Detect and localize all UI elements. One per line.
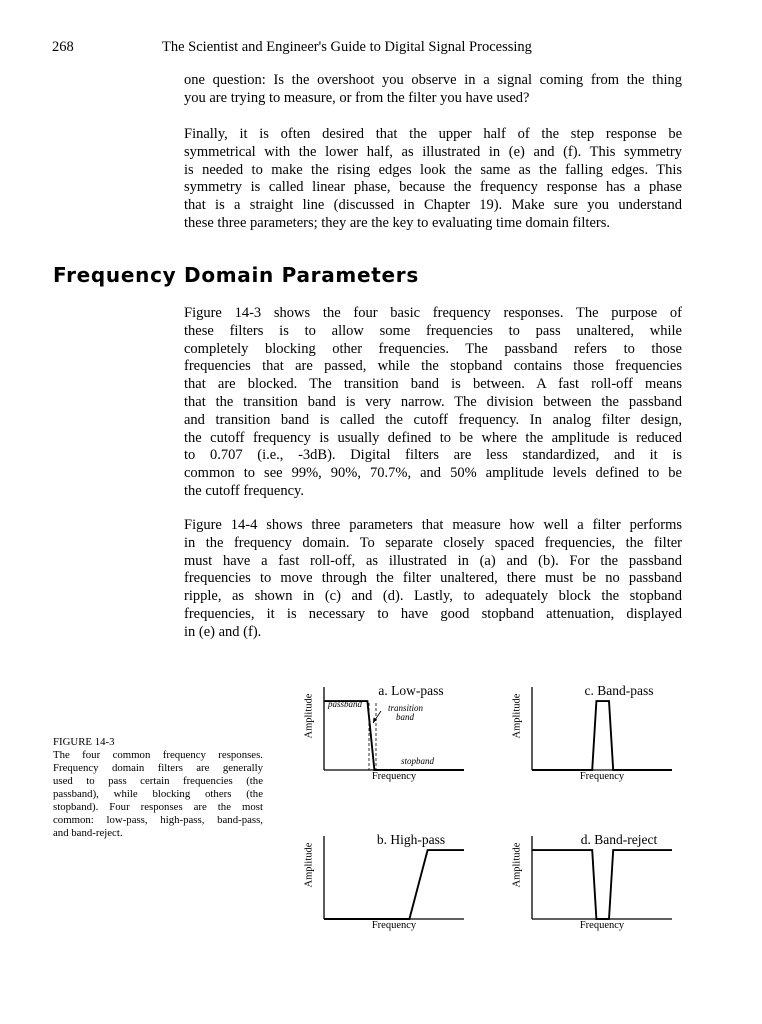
text-line: symmetrical with the lower half, as illustrated in (e) and (f). This symmetry: [184, 143, 682, 160]
plot-high-pass: [298, 832, 498, 972]
text-line: these filters is to allow some frequencies to pass unaltered, while: [184, 322, 682, 339]
caption-line: and band-reject.: [53, 827, 123, 839]
paragraph-filter-performance: [184, 517, 682, 642]
text-line: completely blocking other frequencies. The passband refers to those: [184, 340, 682, 357]
band-label: band: [396, 712, 414, 722]
x-axis-label: Frequency: [579, 920, 625, 931]
plot-title: d. Band-reject: [580, 832, 658, 847]
frequency-response-curve: [324, 850, 464, 919]
text-line: Figure 14-4 shows three parameters that measure how well a filter performs: [184, 517, 682, 533]
y-axis-label: Amplitude: [303, 693, 315, 739]
frequency-response-curve: [532, 701, 672, 770]
plot-band-reject: [506, 832, 706, 972]
paragraph-overshoot-question: [184, 72, 682, 108]
frequency-response-curve: [532, 850, 672, 919]
caption-line: Frequency domain filters are generally: [53, 762, 263, 774]
y-axis-label: Amplitude: [511, 693, 523, 739]
stopband-label: stopband: [401, 756, 435, 766]
text-line: that is a straight line (discussed in Chapter 19). Make sure you understand: [184, 197, 682, 214]
paragraph-frequency-responses: [184, 305, 682, 501]
plot-title: c. Band-pass: [584, 683, 654, 698]
y-axis-label: Amplitude: [303, 842, 315, 888]
low-pass-chart: [298, 683, 498, 783]
caption-line: The four common frequency responses.: [53, 749, 263, 761]
text-line: in the frequency domain. To separate closely spaced frequencies, the filter: [184, 534, 682, 551]
high-pass-chart: [298, 832, 498, 932]
text-line: that the transition band is very narrow. The division between the passband: [184, 393, 682, 410]
band-pass-chart: [506, 683, 706, 783]
x-axis-label: Frequency: [371, 920, 417, 931]
text-line: the cutoff frequency.: [184, 482, 304, 499]
text-line: the cutoff frequency is usually defined to be where the amplitude is reduced: [184, 429, 682, 446]
figure-caption: [53, 736, 263, 840]
band-reject-chart: [506, 832, 706, 932]
plot-low-pass: [298, 683, 498, 823]
text-line: these three parameters; they are the key to evaluating time domain filters.: [184, 214, 610, 231]
text-line: is needed to make the rising edges look the same as the falling edges. This: [184, 161, 682, 178]
caption-line: passband), while blocking others (the: [53, 788, 263, 800]
text-line: symmetry is called linear phase, because the frequency response has a phase: [184, 179, 682, 196]
text-line: Figure 14-3 shows the four basic frequency responses. The purpose of: [184, 305, 682, 321]
plot-title: b. High-pass: [376, 832, 446, 847]
text-line: must have a fast roll-off, as illustrated in (a) and (b). For the passband: [184, 552, 682, 569]
text-line: frequencies, it is necessary to have good stopband attenuation, displayed: [184, 605, 682, 622]
text-line: and transition band is called the cutoff frequency. In analog filter design,: [184, 411, 682, 428]
running-title: The Scientist and Engineer's Guide to Digital Signal Processing: [162, 39, 532, 55]
text-line: that are blocked. The transition band is between. A fast roll-off means: [184, 376, 682, 393]
plot-band-pass: [506, 683, 706, 823]
paragraph-linear-phase: [184, 126, 682, 233]
text-line: ripple, as shown in (c) and (d). Lastly, to adequately block the stopband: [184, 588, 682, 605]
text-line: one question: Is the overshoot you observe in a signal coming from the thing: [184, 72, 682, 88]
text-line: frequencies that are passed, while the stopband contains those frequencies: [184, 358, 682, 375]
page-number: 268: [52, 39, 74, 55]
x-axis-label: Frequency: [371, 771, 417, 782]
text-line: in (e) and (f).: [184, 623, 262, 640]
text-line: common to see 99%, 90%, 70.7%, and 50% amplitude levels defined to be: [184, 465, 682, 482]
y-axis-label: Amplitude: [511, 842, 523, 888]
figure-label: FIGURE 14-3: [53, 736, 115, 748]
section-heading: Frequency Domain Parameters: [53, 263, 419, 287]
x-axis-label: Frequency: [579, 771, 625, 782]
caption-line: stopband). Four responses are the most: [53, 801, 263, 813]
text-line: you are trying to measure, or from the filter you have used?: [184, 89, 530, 106]
caption-line: used to pass certain frequencies (the: [53, 775, 263, 787]
text-line: frequencies to move through the filter unaltered, there must be no passband: [184, 570, 682, 587]
passband-label: passband: [328, 699, 363, 709]
transition-label: transition: [388, 703, 424, 713]
plot-title: a. Low-pass: [378, 683, 444, 698]
text-line: to 0.707 (i.e., -3dB). Digital filters are less standardized, and it is: [184, 447, 682, 464]
caption-line: common: low-pass, high-pass, band-pass,: [53, 814, 263, 826]
text-line: Finally, it is often desired that the upper half of the step response be: [184, 126, 682, 142]
